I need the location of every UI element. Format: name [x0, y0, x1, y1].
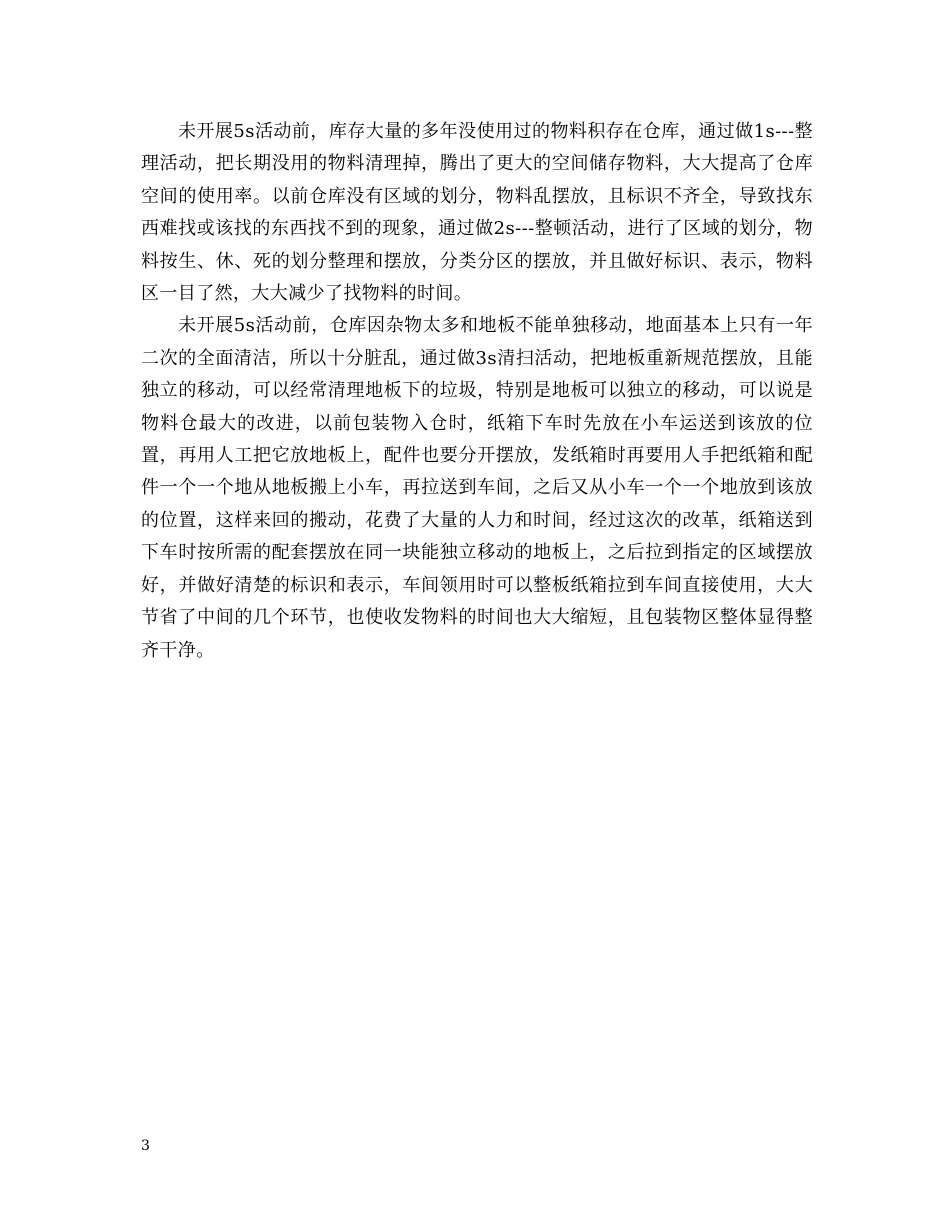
paragraph-1: 未开展5s活动前，库存大量的多年没使用过的物料积存在仓库，通过做1s---整理活动，把长期没用的物料清理掉，腾出了更大的空间储存物料，大大提高了仓库空间的使用率。以前仓库没有区域的划分，物料乱摆放，且标识不齐全，导致找东西难找或该找的东西找不到的现象，通过做2s---整顿活动，进行了区域的划分，物料按生、休、死的划分整理和摆放，分类分区的摆放，并且做好标识、表示，物料区一目了然，大大减少了找物料的时间。	[141, 121, 813, 305]
page-number: 3	[141, 1138, 150, 1154]
paragraph-2: 未开展5s活动前，仓库因杂物太多和地板不能单独移动，地面基本上只有一年二次的全面清洁，所以十分脏乱，通过做3s清扫活动，把地板重新规范摆放，且能独立的移动，可以经常清理地板下的垃圾，特别是地板可以独立的移动，可以说是物料仓最大的改进，以前包装物入仓时，纸箱下车时先放在小车运送到该放的位置，再用人工把它放地板上，配件也要分开摆放，发纸箱时再要用人手把纸箱和配件一个一个地从地板搬上小车，再拉送到车间，之后又从小车一个一个地放到该放的位置，这样来回的搬动，花费了大量的人力和时间，经过这次的改革，纸箱送到下车时按所需的配套摆放在同一块能独立移动的地板上，之后拉到指定的区域摆放好，并做好清楚的标识和表示，车间领用时可以整板纸箱拉到车间直接使用，大大节省了中间的几个环节，也使收发物料的时间也大大缩短，且包装物区整体显得整齐干净。	[141, 315, 813, 661]
body-text	[141, 116, 813, 667]
